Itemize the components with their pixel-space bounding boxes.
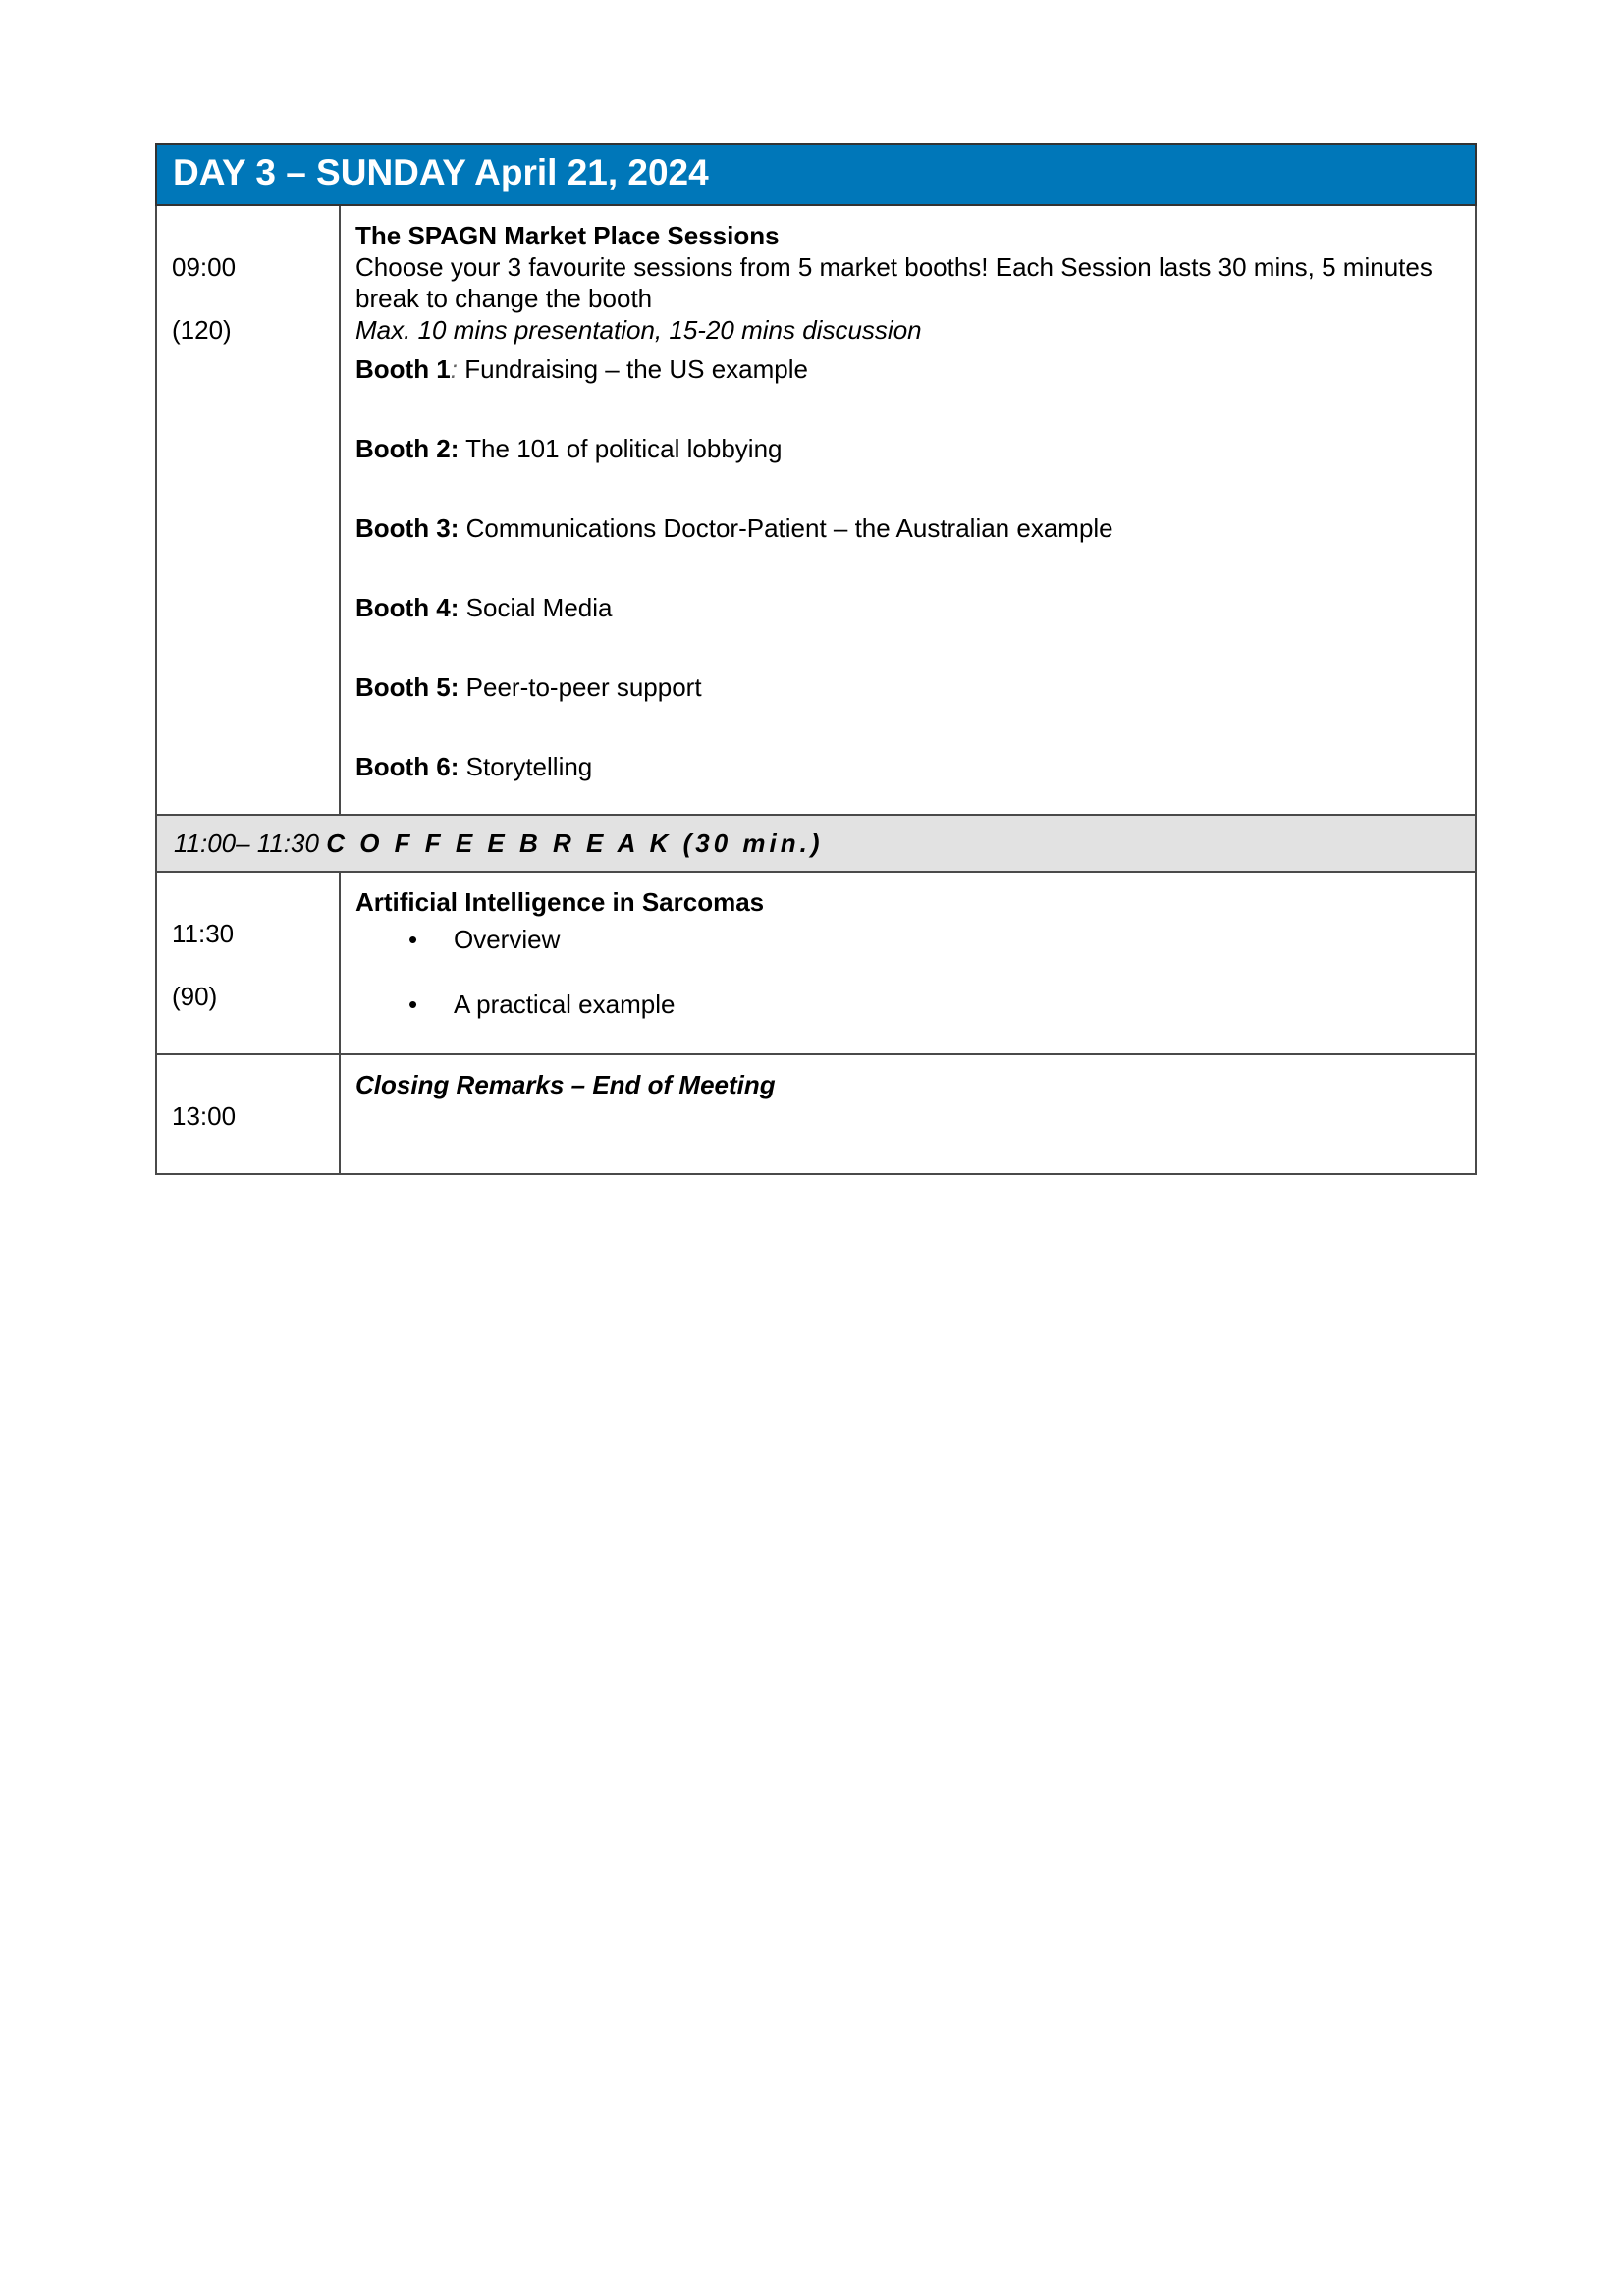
session-time: 09:00 <box>172 252 237 282</box>
booth-separator: : <box>450 354 458 384</box>
booth-item <box>355 433 1461 464</box>
booth-item <box>355 671 1461 703</box>
bullet-list <box>355 924 1461 1020</box>
booth-topic: Communications Doctor-Patient – the Australian example <box>459 513 1113 543</box>
booth-topic: Storytelling <box>459 752 593 781</box>
session-time: 13:00 <box>172 1101 237 1131</box>
session-title: Closing Remarks – End of Meeting <box>355 1070 776 1099</box>
booth-label: Booth 4: <box>355 593 460 622</box>
bullet-text: A practical example <box>454 989 676 1019</box>
booth-item <box>355 751 1461 782</box>
market-time-cell <box>156 205 340 815</box>
bullet-text: Overview <box>454 925 561 954</box>
booth-item <box>355 512 1461 544</box>
closing-time-cell <box>156 1054 340 1174</box>
booth-label: Booth 5: <box>355 672 460 702</box>
booth-topic: Social Media <box>459 593 613 622</box>
day-header: DAY 3 – SUNDAY April 21, 2024 <box>156 144 1476 205</box>
booth-label: Booth 6: <box>355 752 460 781</box>
booth-label: Booth 1 <box>355 354 451 384</box>
coffee-break-cell <box>156 815 1476 872</box>
bullet-icon: • <box>408 989 418 1019</box>
session-title: Artificial Intelligence in Sarcomas <box>355 887 765 917</box>
market-content-cell <box>340 205 1476 815</box>
session-duration: (120) <box>172 315 232 345</box>
ai-content-cell <box>340 872 1476 1054</box>
closing-row <box>156 1054 1476 1174</box>
ai-session-row <box>156 872 1476 1054</box>
agenda-table <box>155 143 1477 1175</box>
break-time: 11:00– 11:30 <box>174 828 319 858</box>
booth-item <box>355 353 1461 385</box>
ai-time-cell <box>156 872 340 1054</box>
booth-topic: The 101 of political lobbying <box>459 434 783 463</box>
session-description: Choose your 3 favourite sessions from 5 market booths! Each Session lasts 30 mins, 5 minutes break to change the booth <box>355 252 1433 313</box>
booth-topic: Fundraising – the US example <box>458 354 808 384</box>
session-duration: (90) <box>172 982 218 1011</box>
booth-label: Booth 3: <box>355 513 460 543</box>
session-note: Max. 10 mins presentation, 15-20 mins discussion <box>355 315 922 345</box>
booth-item <box>355 592 1461 623</box>
bullet-item <box>355 988 1461 1020</box>
booth-label: Booth 2: <box>355 434 460 463</box>
session-time: 11:30 <box>172 919 235 948</box>
bullet-icon: • <box>408 925 418 954</box>
booth-topic: Peer-to-peer support <box>459 672 702 702</box>
break-label: C O F F E E B R E A K (30 min.) <box>326 828 824 858</box>
session-title: The SPAGN Market Place Sessions <box>355 221 780 250</box>
bullet-item <box>355 924 1461 955</box>
day-header-row <box>156 144 1476 205</box>
closing-content-cell <box>340 1054 1476 1174</box>
booth-list <box>355 353 1461 782</box>
coffee-break-row <box>156 815 1476 872</box>
market-session-row <box>156 205 1476 815</box>
